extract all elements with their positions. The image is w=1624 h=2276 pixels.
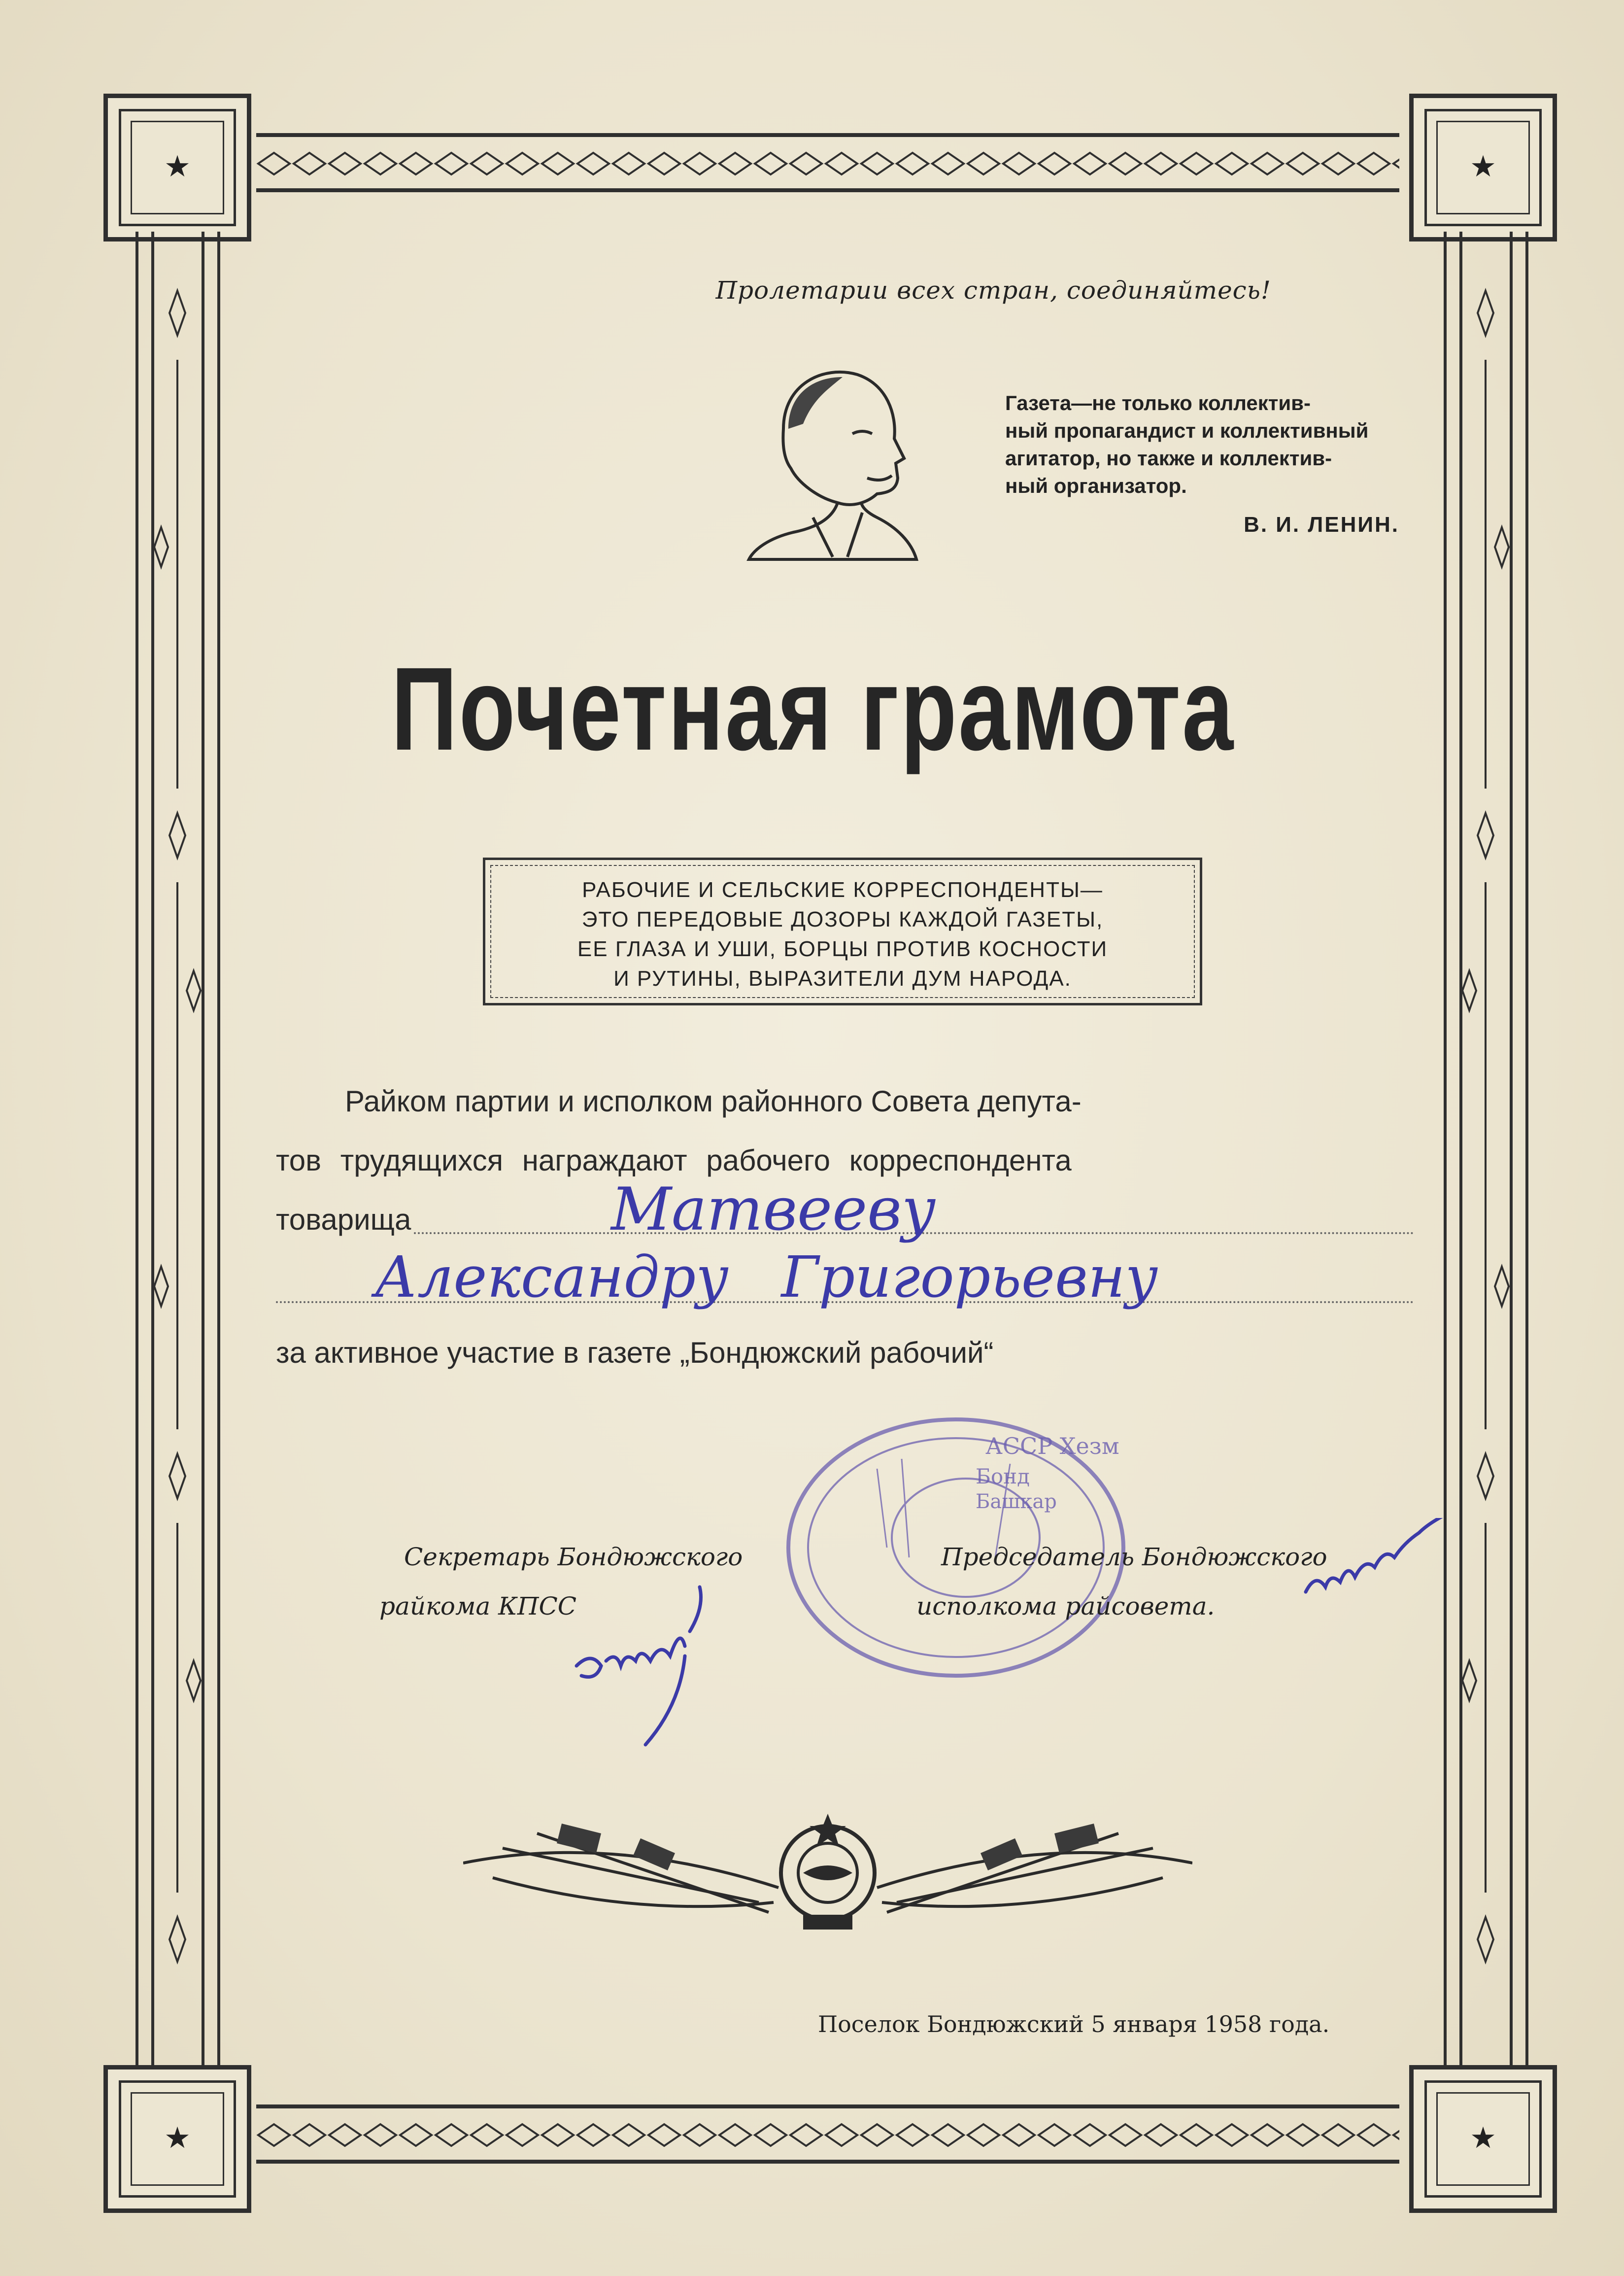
- state-emblem: [463, 1804, 1192, 1932]
- slogan-line: ЭТО ПЕРЕДОВЫЕ ДОЗОРЫ КАЖДОЙ ГАЗЕТЫ,: [581, 907, 1104, 931]
- award-line-1: Райком партии и исполком районного Совета депута-: [345, 1085, 1082, 1118]
- corner-ornament-top-right: [1409, 94, 1557, 241]
- left-signature: [567, 1577, 774, 1755]
- star-icon: ★: [1470, 2121, 1496, 2155]
- slogan-box: [483, 858, 1202, 1005]
- corner-ornament-bottom-left: [103, 2065, 251, 2213]
- motto: Пролетарии всех стран, соединяйтесь!: [715, 276, 1271, 305]
- slogan-line: РАБОЧИЕ И СЕЛЬСКИЕ КОРРЕСПОНДЕНТЫ—: [582, 878, 1103, 902]
- quote-line: Газета—не только коллектив-: [1005, 391, 1311, 414]
- right-signature: [1301, 1518, 1458, 1617]
- award-reason: за активное участие в газете „Бондюжский рабочий“: [276, 1336, 994, 1369]
- left-signatory-org: райкома КПСС: [379, 1592, 576, 1621]
- corner-ornament-top-left: [103, 94, 251, 241]
- recipient-surname: Матвееву: [611, 1175, 936, 1244]
- lenin-quote: [1005, 389, 1419, 500]
- corner-ornament-bottom-right: [1409, 2065, 1557, 2213]
- certificate-title: Почетная грамота: [391, 643, 1235, 775]
- star-icon: ★: [1470, 149, 1496, 184]
- quote-line: ный организатор.: [1005, 474, 1187, 497]
- award-line-2: тов трудящихся награждают рабочего корреспондента: [276, 1144, 1072, 1177]
- quote-line: агитатор, но также и коллектив-: [1005, 447, 1332, 470]
- lenin-portrait: [739, 355, 926, 562]
- left-signatory-title: Секретарь Бондюжского: [404, 1543, 743, 1571]
- slogan-line: ЕЕ ГЛАЗА И УШИ, БОРЦЫ ПРОТИВ КОСНОСТИ: [577, 937, 1108, 961]
- recipient-label: товарища: [276, 1203, 411, 1236]
- svg-text:АССР Хезм: АССР Хезм: [985, 1433, 1119, 1459]
- frame-band-right: [1439, 232, 1532, 2065]
- quote-line: ный пропагандист и коллективный: [1005, 419, 1369, 442]
- right-signatory-title: Председатель Бондюжского: [941, 1543, 1327, 1571]
- frame-band-bottom: [256, 2104, 1399, 2164]
- star-icon: ★: [164, 2121, 191, 2155]
- slogan-line: И РУТИНЫ, ВЫРАЗИТЕЛИ ДУМ НАРОДА.: [613, 966, 1072, 991]
- svg-text:Бонд: Бонд: [976, 1464, 1030, 1488]
- quote-author: В. И. ЛЕНИН.: [1244, 513, 1399, 537]
- star-icon: ★: [164, 149, 191, 184]
- dateline: Поселок Бондюжский 5 января 1958 года.: [818, 2011, 1330, 2037]
- recipient-name: Александру Григорьевну: [374, 1244, 1158, 1310]
- frame-band-left: [131, 232, 224, 2065]
- frame-band-top: [256, 133, 1399, 192]
- right-signatory-org: исполкома райсовета.: [916, 1592, 1215, 1621]
- svg-text:Башкар: Башкар: [976, 1490, 1057, 1513]
